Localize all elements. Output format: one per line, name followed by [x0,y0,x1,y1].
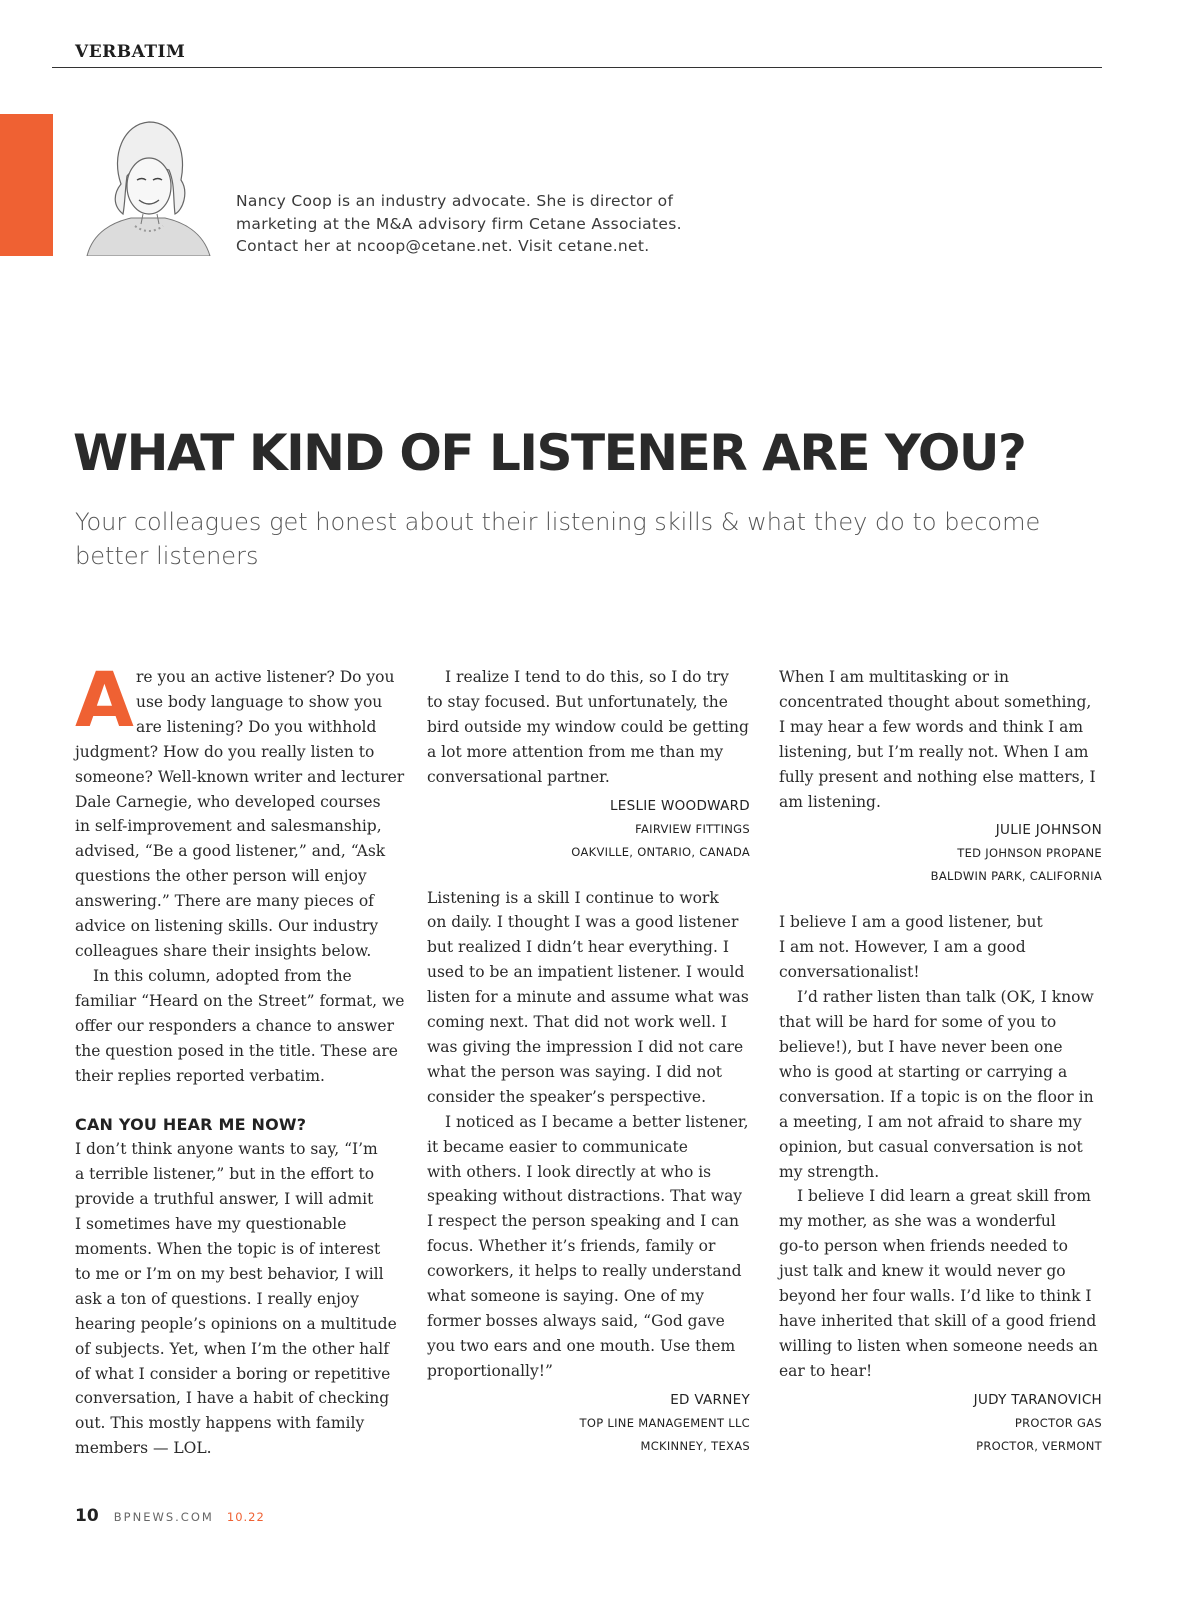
responder-location: BALDWIN PARK, CALIFORNIA [930,869,1102,884]
text-line: my strength. [779,1162,880,1181]
text-line: out. This mostly happens with family [75,1414,365,1433]
subtitle-line: Your colleagues get honest about their listening skills & what they do to become [75,508,1041,536]
text-line: offer our responders a chance to answer [75,1016,395,1035]
section-label: VERBATIM [75,42,186,62]
text-line: answering.” There are many pieces of [75,892,374,911]
text-line: coworkers, it helps to really understand [427,1262,742,1281]
column-2 [427,665,757,1458]
text-line: advised, “Be a good listener,” and, “Ask [75,842,386,861]
text-line: advice on listening skills. Our industry [75,917,379,936]
intro-paragraph [75,655,405,964]
text-line: focus. Whether it’s friends, family or [427,1237,716,1256]
text-line: the question posed in the title. These are [75,1041,398,1060]
text-line: beyond her four walls. I’d like to think I [779,1287,1092,1306]
text-line: bird outside my window could be getting [427,717,749,736]
text-line: to me or I’m on my best behavior, I will [75,1264,384,1283]
footer-site: BPNEWS.COM [113,1510,214,1524]
text-line: I am not. However, I am a good [779,938,1026,957]
column-3 [779,665,1109,1458]
text-line: with others. I look directly at who is [427,1162,712,1181]
text-line: you two ears and one mouth. Use them [427,1336,736,1355]
text-line: conversation, I have a habit of checking [75,1389,390,1408]
responder-signature [779,818,1102,888]
text-line: my mother, as she was a wonderful [779,1212,1056,1231]
text-line: am listening. [779,792,881,811]
text-line: I noticed as I became a better listener, [445,1112,749,1131]
text-line: speaking without distractions. That way [427,1187,743,1206]
text-line: conversationalist! [779,963,920,982]
text-line: former bosses always said, “God gave [427,1311,725,1330]
text-line: I may hear a few words and think I am [779,717,1084,736]
responder-name: JULIE JOHNSON [995,822,1102,839]
text-line: judgment? How do you really listen to [75,742,375,761]
text-line: moments. When the topic is of interest [75,1240,381,1259]
text-line: go-to person when friends needed to [779,1237,1068,1256]
text-line: to stay focused. But unfortunately, the [427,692,728,711]
article-title: WHAT KIND OF LISTENER ARE YOU? [73,424,1026,482]
text-line: I believe I am a good listener, but [779,913,1043,932]
subtitle-line: better listeners [75,542,259,570]
text-line: that will be hard for some of you to [779,1013,1057,1032]
text-line: members — LOL. [75,1439,212,1458]
text-line: familiar “Heard on the Street” format, we [75,991,405,1010]
responder-signature [427,794,750,864]
text-line: but realized I didn’t hear everything. I [427,938,729,957]
text-line: someone? Well-known writer and lecturer [75,767,405,786]
text-line: Dale Carnegie, who developed courses [75,792,381,811]
responder-name: JUDY TARANOVICH [973,1391,1102,1408]
responder-location: OAKVILLE, ONTARIO, CANADA [571,844,750,859]
text-line: conversation. If a topic is on the floor in [779,1087,1094,1106]
text-line: re you an active listener? Do you [136,668,395,686]
responder-name: ED VARNEY [670,1391,750,1408]
section-subhead: CAN YOU HEAR ME NOW? [75,1115,307,1135]
responder-signature [779,1388,1102,1458]
accent-bar [0,114,53,256]
text-line: I respect the person speaking and I can [427,1212,740,1231]
page-number: 10 [75,1506,99,1526]
text-line: it became easier to communicate [427,1137,688,1156]
responder-location: PROCTOR, VERMONT [976,1438,1102,1453]
text-line: a lot more attention from me than my [427,742,724,761]
responder-company: TOP LINE MANAGEMENT LLC [579,1415,750,1430]
text-line: who is good at starting or carrying a [779,1062,1068,1081]
text-line: have inherited that skill of a good friend [779,1311,1097,1330]
text-line: In this column, adopted from the [93,966,352,985]
text-line: of subjects. Yet, when I’m the other half [75,1339,389,1358]
text-line: in self-improvement and salesmanship, [75,817,382,836]
text-line: questions the other person will enjoy [75,867,367,886]
text-line: what someone is saying. One of my [427,1287,704,1306]
text-line: use body language to show you [136,692,383,711]
text-line: a terrible listener,” but in the effort to [75,1165,375,1184]
text-line: hearing people’s opinions on a multitude [75,1314,397,1333]
text-line: opinion, but casual conversation is not [779,1137,1083,1156]
page-footer [75,1506,265,1526]
text-line: I sometimes have my questionable [75,1215,347,1234]
author-portrait [83,114,213,256]
responder-signature [427,1388,750,1458]
text-line: ear to hear! [779,1361,873,1380]
text-line: listen for a minute and assume what was [427,988,749,1007]
text-line: a meeting, I am not afraid to share my [779,1112,1082,1131]
text-line: I’d rather listen than talk (OK, I know [797,988,1094,1007]
footer-issue: 10.22 [226,1510,265,1524]
responder-company: PROCTOR GAS [1014,1415,1102,1430]
text-line: their replies reported verbatim. [75,1066,325,1085]
text-line: I don’t think anyone wants to say, “I’m [75,1140,378,1159]
text-line: just talk and knew it would never go [779,1262,1066,1281]
bio-line: Contact her at ncoop@cetane.net. Visit cetane.net. [236,237,650,255]
article-subtitle [75,505,1041,573]
text-line: believe!), but I have never been one [779,1037,1063,1056]
text-line: I believe I did learn a great skill from [797,1187,1091,1206]
text-line: concentrated thought about something, [779,692,1092,711]
bio-line: marketing at the M&A advisory firm Cetane Associates. [236,214,682,233]
text-line: provide a truthful answer, I will admit [75,1190,374,1209]
text-line: coming next. That did not work well. I [427,1013,728,1032]
responder-company: TED JOHNSON PROPANE [957,846,1102,861]
text-line: conversational partner. [427,767,610,786]
text-line: Listening is a skill I continue to work [427,888,719,907]
column-1 [75,655,405,1461]
bio-line: Nancy Coop is an industry advocate. She is director of [236,192,674,210]
text-line: consider the speaker’s perspective. [427,1087,706,1106]
text-line: used to be an impatient listener. I would [427,963,745,982]
text-line: colleagues share their insights below. [75,941,372,960]
responder-name: LESLIE WOODWARD [609,797,750,814]
drop-cap: A [75,655,134,744]
text-line: listening, but I’m really not. When I am [779,742,1089,761]
text-line: When I am multitasking or in [779,668,1009,686]
author-bio [236,190,756,258]
text-line: willing to listen when someone needs an [779,1336,1098,1355]
text-line: on daily. I thought I was a good listener [427,913,739,932]
responder-company: FAIRVIEW FITTINGS [635,821,750,836]
text-line: are listening? Do you withhold [136,717,377,736]
text-line: fully present and nothing else matters, I [779,767,1096,786]
text-line: was giving the impression I did not care [427,1037,744,1056]
text-line: what the person was saying. I did not [427,1062,723,1081]
text-line: proportionally!” [427,1361,553,1380]
text-line: I realize I tend to do this, so I do try [445,668,729,686]
text-line: ask a ton of questions. I really enjoy [75,1289,360,1308]
header-rule [52,67,1102,68]
responder-location: MCKINNEY, TEXAS [640,1438,750,1453]
text-line: of what I consider a boring or repetitive [75,1364,391,1383]
